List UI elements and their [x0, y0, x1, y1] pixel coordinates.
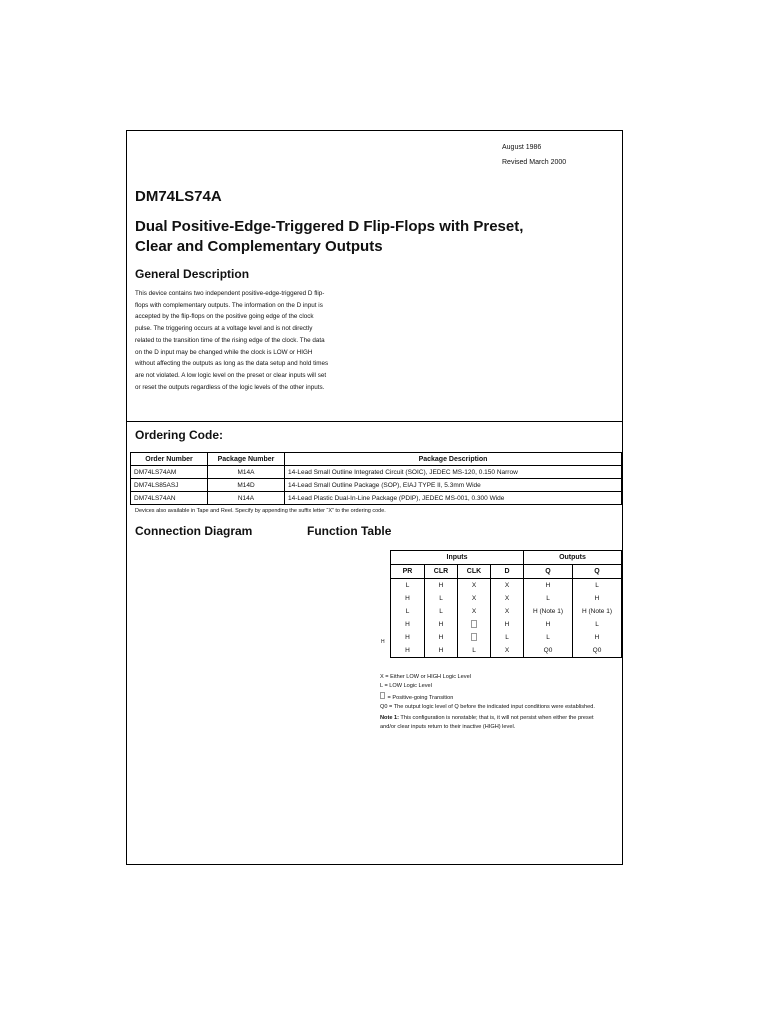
column-header: PR: [391, 565, 425, 579]
note-label: Note 1:: [380, 715, 399, 722]
column-header: Q: [524, 565, 573, 579]
ordering-code-heading: Ordering Code:: [135, 428, 224, 442]
rising-edge-icon: [471, 620, 477, 628]
table-row: [391, 631, 622, 644]
package-number: M14A: [208, 466, 285, 479]
table-row: [131, 479, 622, 492]
table-header-row: [131, 453, 622, 466]
cell-d: X: [491, 579, 524, 593]
function-table: [390, 550, 622, 658]
cell-clr: H: [425, 579, 458, 593]
document-title: Dual Positive-Edge-Triggered D Flip-Flops with Preset, Clear and Complementary Outputs: [135, 218, 524, 255]
divider: [127, 421, 622, 422]
table-row: [391, 579, 622, 593]
cell-q: H (Note 1): [524, 605, 573, 618]
legend-item: Q0 = The output logic level of Q before the indicated input conditions were established.: [380, 703, 595, 710]
column-header: CLR: [425, 565, 458, 579]
package-number: N14A: [208, 492, 285, 505]
cell-clr: H: [425, 618, 458, 631]
cell-clk: X: [458, 605, 491, 618]
cell-clr: L: [425, 605, 458, 618]
date-block: [502, 140, 566, 170]
cell-pr: H: [391, 631, 425, 644]
cell-pr: H: [391, 618, 425, 631]
note-text: This configuration is nonstable; that is, it will not persist when either the preset and/or clear inputs return to their inactive (HIGH) level.: [380, 715, 594, 731]
cell-pr: L: [391, 605, 425, 618]
legend-item: X = Either LOW or HIGH Logic Level: [380, 674, 471, 680]
cell-q-bar: H: [573, 631, 622, 644]
cell-clr: H: [425, 644, 458, 658]
cell-d: L: [491, 631, 524, 644]
cell-clk: X: [458, 592, 491, 605]
cell-d: X: [491, 644, 524, 658]
order-number: DM74LS85ASJ: [131, 479, 208, 492]
cell-d: X: [491, 605, 524, 618]
legend-item-text: = Positive-going Transition: [386, 694, 454, 701]
column-header: D: [491, 565, 524, 579]
order-number: DM74LS74AM: [131, 466, 208, 479]
connection-diagram-heading: Connection Diagram: [135, 524, 253, 538]
publish-date: August 1986: [502, 144, 542, 151]
part-number: DM74LS74A: [135, 188, 222, 205]
datasheet-page: [126, 130, 623, 865]
rising-edge-icon: [380, 692, 385, 699]
table-group-row: [391, 551, 622, 565]
table-row: [391, 605, 622, 618]
table-row: [391, 644, 622, 658]
table-row: [131, 466, 622, 479]
cell-q-bar: Q0: [573, 644, 622, 658]
outputs-group-header: Outputs: [524, 551, 622, 565]
function-table-heading: Function Table: [307, 524, 392, 538]
order-number: DM74LS74AN: [131, 492, 208, 505]
cell-clr: H: [425, 631, 458, 644]
package-number: M14D: [208, 479, 285, 492]
cell-q-bar: H (Note 1): [573, 605, 622, 618]
function-table-legend: [380, 673, 595, 733]
cell-q: H: [524, 579, 573, 593]
rising-edge-icon: [471, 633, 477, 641]
package-description: 14-Lead Plastic Dual-In-Line Package (PDIP), JEDEC MS-001, 0.300 Wide: [285, 492, 622, 505]
general-description-heading: General Description: [135, 267, 250, 281]
cell-clk: L: [458, 644, 491, 658]
cell-d: H: [491, 618, 524, 631]
general-description-text: This device contains two independent positive-edge-triggered D flip-flops with complementary outputs. The information on the D input is accepted by the flip-flops on the positive going edge of the clock pulse. The triggering occurs at a voltage level and is not directly related to the transition time of the rising edge of the clock. The data on the D input may be changed while the clock is LOW or HIGH without affecting the outputs as long as the data setup and hold times are not violated. A low logic level on the preset or clear inputs will set or reset the outputs regardless of the logic levels of the other inputs.: [135, 290, 329, 391]
cell-q: L: [524, 592, 573, 605]
cell-q: L: [524, 631, 573, 644]
package-description: 14-Lead Small Outline Package (SOP), EIAJ TYPE II, 5.3mm Wide: [285, 479, 622, 492]
inputs-group-header: Inputs: [391, 551, 524, 565]
revised-date: Revised March 2000: [502, 159, 567, 166]
cell-q-bar: L: [573, 579, 622, 593]
table-row: [131, 492, 622, 505]
column-header: Q: [573, 565, 622, 579]
cell-q-bar: H: [573, 592, 622, 605]
legend-item: [380, 692, 595, 703]
table-row: [391, 618, 622, 631]
cell-pr: H: [391, 644, 425, 658]
column-header: Order Number: [131, 453, 208, 466]
column-header: Package Description: [285, 453, 622, 466]
cell-q: H: [524, 618, 573, 631]
note-1: [380, 714, 595, 733]
table-header-row: [391, 565, 622, 579]
cell-pr: L: [391, 579, 425, 593]
table-row: [391, 592, 622, 605]
cell-q-bar: L: [573, 618, 622, 631]
package-description: 14-Lead Small Outline Integrated Circuit (SOIC), JEDEC MS-120, 0.150 Narrow: [285, 466, 622, 479]
cell-d: X: [491, 592, 524, 605]
cell-clk: X: [458, 579, 491, 593]
column-header: CLK: [458, 565, 491, 579]
cell-clk: [458, 618, 491, 631]
ordering-code-table: [130, 452, 622, 505]
cell-pr: H: [391, 592, 425, 605]
cell-clr: L: [425, 592, 458, 605]
cell-clk: [458, 631, 491, 644]
stray-label: H: [381, 639, 385, 645]
cell-q: Q0: [524, 644, 573, 658]
column-header: Package Number: [208, 453, 285, 466]
tape-reel-note: Devices also available in Tape and Reel. Specify by appending the suffix letter “X” to the ordering code.: [135, 508, 386, 514]
legend-item: L = LOW Logic Level: [380, 683, 432, 690]
